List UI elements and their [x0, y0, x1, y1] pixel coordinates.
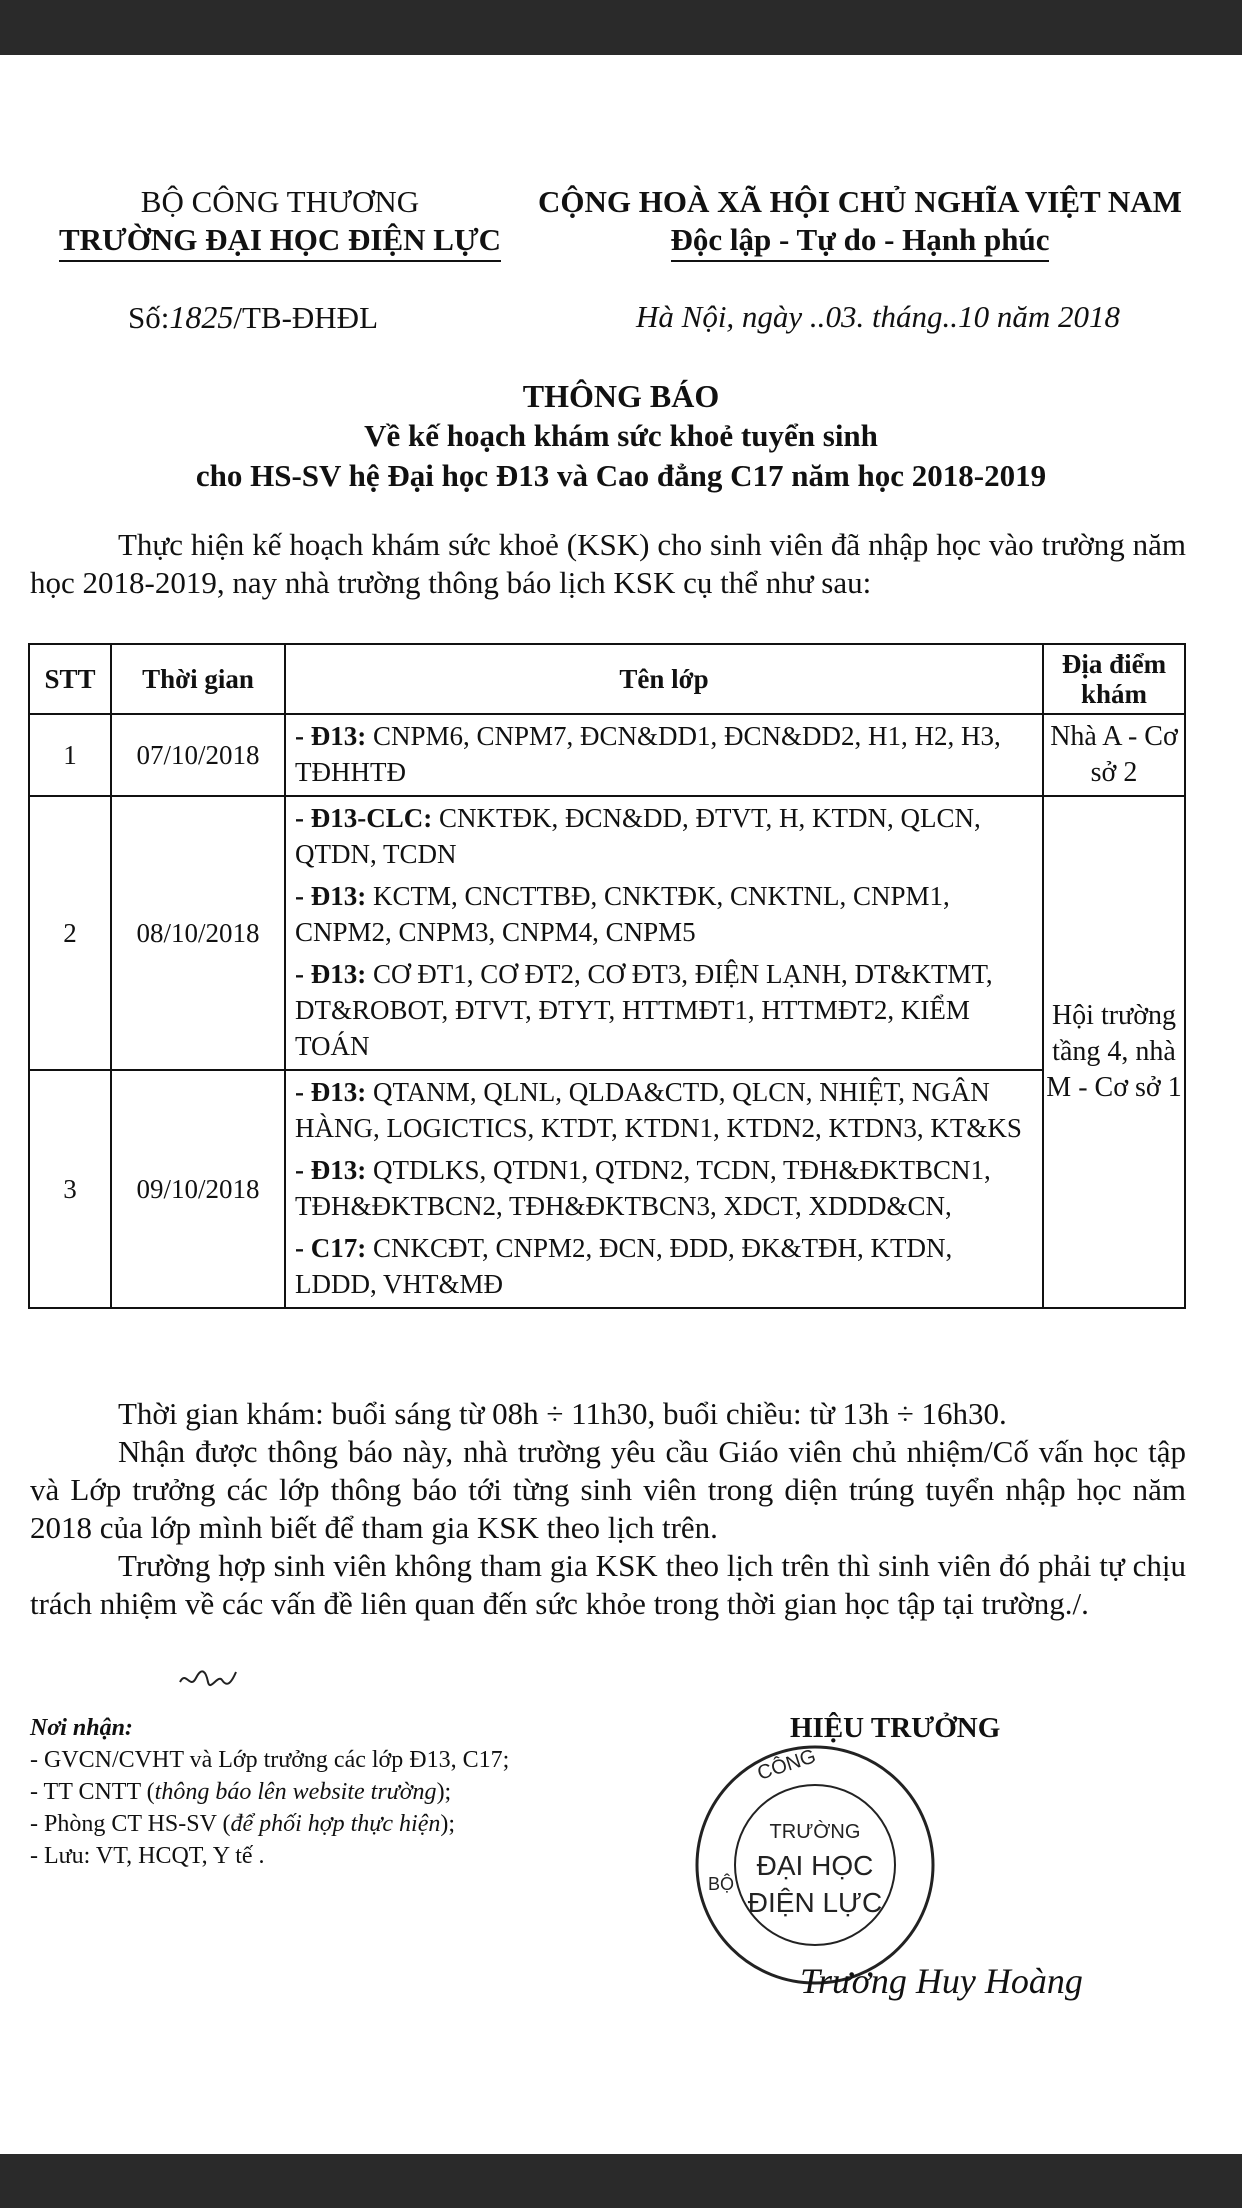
recipient-italic: để phối hợp thực hiện	[230, 1811, 441, 1837]
row-place: Nhà A - Cơ sở 2	[1043, 714, 1185, 796]
entry-text: QTDLKS, QTDN1, QTDN2, TCDN, TĐH&ĐKTBCN1, TĐH&ĐKTBCN2, TĐH&ĐKTBCN3, XDCT, XDDD&CN,	[295, 1155, 991, 1221]
country-block	[510, 183, 1210, 262]
table-row	[29, 1070, 1185, 1308]
header-class: Tên lớp	[285, 644, 1043, 714]
seal-outer-text: CÔNG	[754, 1745, 819, 1785]
responsibility-paragraph: Trường hợp sinh viên không tham gia KSK theo lịch trên thì sinh viên đó phải tự chịu trách nhiệm về các vấn đề liên quan đến sức khỏe trong thời gian học tập tại trường./.	[30, 1548, 1186, 1621]
recipient-text: - Lưu: VT, HCQT, Y tế .	[30, 1843, 265, 1869]
request-paragraph: Nhận được thông báo này, nhà trường yêu cầu Giáo viên chủ nhiệm/Cố vấn học tập và Lớp trưởng các lớp thông báo tới từng sinh viên trong diện trúng tuyển nhập học năm 2018 của lớp mình biết để tham gia KSK theo lịch trên.	[30, 1434, 1186, 1545]
seal-line1: TRƯỜNG	[769, 1821, 861, 1843]
recipient-end: );	[436, 1779, 452, 1805]
signer-name: Trương Huy Hoàng	[800, 1961, 1083, 2001]
official-seal	[690, 1740, 940, 1990]
recipient-italic: thông báo lên website trường	[154, 1779, 437, 1805]
date-mid: . tháng..	[856, 299, 959, 334]
class-entry	[287, 716, 1041, 794]
entry-label: - C17:	[295, 1233, 367, 1263]
entry-label: - Đ13:	[295, 959, 367, 989]
header-place: Địa điểm khám	[1043, 644, 1185, 714]
title-line2: cho HS-SV hệ Đại học Đ13 và Cao đẳng C17 năm học 2018-2019	[195, 458, 1047, 493]
entry-text: CƠ ĐT1, CƠ ĐT2, CƠ ĐT3, ĐIỆN LẠNH, DT&KTMT, DT&ROBOT, ĐTVT, ĐTYT, HTTMĐT1, HTTMĐT2, KIỂM TOÁN	[295, 959, 993, 1061]
seal-line3: ĐIỆN LỰC	[747, 1887, 883, 1918]
recipients-block	[30, 1712, 650, 1872]
university-name	[40, 221, 520, 262]
entry-text: CNKCĐT, CNPM2, ĐCN, ĐDD, ĐK&TĐH, KTDN, LDDD, VHT&MĐ	[295, 1233, 953, 1299]
recipient-end: );	[440, 1811, 456, 1837]
time-note: Thời gian khám: buổi sáng từ 08h ÷ 11h30, buổi chiều: từ 13h ÷ 16h30.	[118, 1396, 1007, 1431]
number-value: 1825	[169, 299, 234, 335]
motto-text: Độc lập - Tự do - Hạnh phúc	[671, 221, 1050, 262]
table-header-row	[29, 644, 1185, 714]
entry-label: - Đ13:	[295, 881, 367, 911]
motto	[510, 221, 1210, 262]
entry-label: - Đ13:	[295, 1155, 367, 1185]
intro-paragraph: Thực hiện kế hoạch khám sức khoẻ (KSK) cho sinh viên đã nhập học vào trường năm học 2018-2019, nay nhà trường thông báo lịch KSK cụ thể như sau:	[30, 527, 1186, 600]
recipient-item	[30, 1744, 650, 1776]
bottom-bar	[0, 2154, 1242, 2208]
entry-label: - Đ13-CLC:	[295, 803, 433, 833]
class-entry	[287, 876, 1041, 954]
recipient-item	[30, 1776, 650, 1808]
row-place-merged: Hội trường tầng 4, nhà M - Cơ sở 1	[1043, 796, 1185, 1308]
table-row	[29, 714, 1185, 796]
table-row	[29, 796, 1185, 1070]
schedule-table	[28, 643, 1186, 1309]
principal-title: HIỆU TRƯỞNG	[790, 1712, 1001, 1744]
entry-label: - Đ13:	[295, 721, 367, 751]
entry-text: KCTM, CNCTTBĐ, CNKTĐK, CNKTNL, CNPM1, CNPM2, CNPM3, CNPM4, CNPM5	[295, 881, 950, 947]
recipient-item	[30, 1808, 650, 1840]
class-entry	[287, 1228, 1041, 1306]
class-entry	[287, 1072, 1041, 1150]
title-main: THÔNG BÁO	[522, 378, 720, 414]
recipient-item	[30, 1840, 650, 1872]
header-stt: STT	[29, 644, 111, 714]
university-name-text: TRƯỜNG ĐẠI HỌC ĐIỆN LỰC	[59, 221, 501, 262]
recipient-text: - Phòng CT HS-SV (	[30, 1811, 231, 1837]
top-bar	[0, 0, 1242, 55]
row-classes	[285, 714, 1043, 796]
ministry-name: BỘ CÔNG THƯƠNG	[140, 184, 420, 219]
row-date: 07/10/2018	[111, 714, 285, 796]
entry-text: CNPM6, CNPM7, ĐCN&DD1, ĐCN&DD2, H1, H2, H3, TĐHHTĐ	[295, 721, 1001, 787]
seal-line2: ĐẠI HỌC	[756, 1850, 874, 1881]
row-date: 08/10/2018	[111, 796, 285, 1070]
number-prefix: Số:	[128, 300, 170, 335]
recipient-text: - GVCN/CVHT và Lớp trưởng các lớp Đ13, C17;	[30, 1747, 510, 1773]
class-entry	[287, 1150, 1041, 1228]
entry-label: - Đ13:	[295, 1077, 367, 1107]
document-date	[636, 299, 1120, 335]
class-entry	[287, 954, 1041, 1068]
ministry-block	[40, 183, 520, 262]
document-number	[128, 299, 378, 336]
date-prefix: Hà Nội, ngày ..	[636, 299, 826, 334]
date-day: 03	[825, 299, 857, 334]
date-month: 10	[958, 299, 990, 334]
document-title	[0, 376, 1242, 496]
recipients-title: Nơi nhận:	[30, 1715, 133, 1741]
row-stt: 3	[29, 1070, 111, 1308]
recipient-text: - TT CNTT (	[30, 1779, 155, 1805]
row-stt: 1	[29, 714, 111, 796]
date-suffix: năm 2018	[989, 299, 1120, 334]
body-paragraphs	[30, 1395, 1186, 1623]
row-classes	[285, 1070, 1043, 1308]
row-date: 09/10/2018	[111, 1070, 285, 1308]
row-classes	[285, 796, 1043, 1070]
header-time: Thời gian	[111, 644, 285, 714]
title-line1: Về kế hoạch khám sức khoẻ tuyển sinh	[364, 418, 878, 453]
seal-side-text: BỘ	[708, 1874, 735, 1894]
country-name: CỘNG HOÀ XÃ HỘI CHỦ NGHĨA VIỆT NAM	[538, 184, 1182, 219]
initials-scribble	[178, 1664, 238, 1694]
class-entry	[287, 798, 1041, 876]
entry-text: CNKTĐK, ĐCN&DD, ĐTVT, H, KTDN, QLCN, QTDN, TCDN	[295, 803, 981, 869]
row-stt: 2	[29, 796, 111, 1070]
entry-text: QTANM, QLNL, QLDA&CTD, QLCN, NHIỆT, NGÂN HÀNG, LOGICTICS, KTDT, KTDN1, KTDN2, KTDN3, KT&KS	[295, 1077, 1022, 1143]
number-suffix: /TB-ĐHĐL	[233, 300, 379, 335]
